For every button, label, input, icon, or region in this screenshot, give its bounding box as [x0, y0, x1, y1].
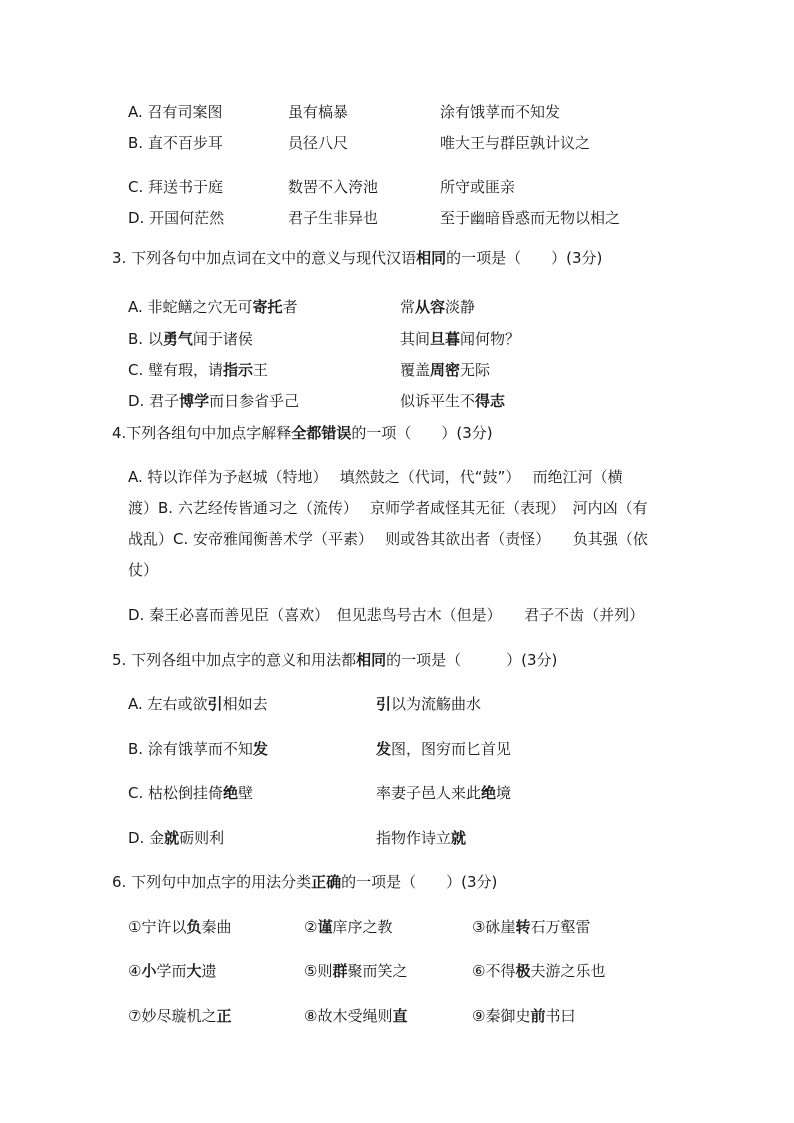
option-text: 涂有饿莩而不知发 [440, 103, 561, 121]
stem-text: 的一项是（ ）(3分) [386, 651, 558, 669]
option-left: B. 以勇气闻于诸侯 [128, 330, 253, 348]
q5-stem [112, 648, 557, 672]
q5-option-d [0, 826, 794, 850]
option-right: 覆盖周密无际 [400, 361, 491, 379]
q2-option-b [0, 131, 794, 155]
stem-text: 3. 下列各句中加点词在文中的意义与现代汉语 [112, 249, 417, 267]
option-left: D. 金就砺则利 [128, 829, 225, 847]
option-left: D. 君子博学而日参省乎己 [128, 392, 300, 410]
option-right: 其间旦暮闻何物？ [400, 330, 521, 348]
list-item: ⑧故木受绳则直 [304, 1007, 408, 1025]
option-right: 率妻子邑人来此绝境 [376, 784, 512, 802]
stem-text: 的一项是（ ）(3分) [446, 249, 603, 267]
option-left: C. 枯松倒挂倚绝壁 [128, 784, 254, 802]
stem-emphasis: 正确 [311, 873, 342, 891]
q5-option-b [0, 737, 794, 761]
list-item: ⑥不得极夫游之乐也 [472, 962, 606, 980]
option-text: 虽有槁暴 [288, 103, 349, 121]
option-left: C. 璧有瑕，请指示王 [128, 361, 269, 379]
list-item: ⑨秦御史前书曰 [472, 1007, 576, 1025]
option-left: A. 非蛇鳝之穴无可寄托者 [128, 298, 298, 316]
q4-options-line-4: 仗） [128, 561, 159, 579]
q3-option-d [0, 389, 794, 413]
option-right: 常从容淡静 [400, 298, 476, 316]
option-left: A. 左右或欲引相如去 [128, 695, 268, 713]
list-item: ⑤则群聚而笑之 [304, 962, 408, 980]
list-item: ②谨庠序之教 [304, 918, 393, 936]
stem-text: 6. 下列句中加点字的用法分类 [112, 873, 312, 891]
option-text: 所守或匪亲 [440, 178, 516, 196]
stem-emphasis: 相同 [416, 249, 447, 267]
option-text: C. 拜送书于庭 [128, 178, 224, 196]
q3-option-c [0, 358, 794, 382]
q4-options-line-2: 渡）B. 六艺经传皆通习之（流传） 京师学者咸怪其无征（表现） 河内凶（有 [128, 499, 648, 517]
q5-option-a [0, 692, 794, 716]
q4-options-line-1: A. 特以诈佯为予赵城（特地） 填然鼓之（代词，代“鼓”） 而绝江河（横 [128, 468, 623, 486]
q2-option-c [0, 175, 794, 199]
stem-text: 5. 下列各组中加点字的意义和用法都 [112, 651, 357, 669]
stem-text: 的一项（ ）(3分) [351, 424, 493, 442]
option-right: 似诉平生不得志 [400, 392, 506, 410]
list-item: ⑦妙尽璇机之正 [128, 1007, 232, 1025]
q6-items-row-2 [0, 959, 794, 983]
stem-emphasis: 相同 [356, 651, 387, 669]
q2-option-a [0, 100, 794, 124]
option-right: 指物作诗立就 [376, 829, 467, 847]
stem-text: 的一项是（ ）(3分) [341, 873, 498, 891]
stem-emphasis: 全都错误 [291, 424, 352, 442]
q3-option-b [0, 327, 794, 351]
option-right: 引以为流觞曲水 [376, 695, 482, 713]
option-text: 唯大王与群臣孰计议之 [440, 134, 591, 152]
list-item: ③砯崖转石万壑雷 [472, 918, 591, 936]
q3-stem [112, 246, 602, 270]
q4-options-line-3: 战乱）C. 安帝雅闻衡善术学（平素） 则或咎其欲出者（责怪） 负其强（依 [128, 530, 648, 548]
stem-text: 4.下列各组句中加点字解释 [112, 424, 292, 442]
option-text: 君子生非异也 [288, 209, 379, 227]
q6-items-row-1 [0, 915, 794, 939]
q4-option-d: D. 秦王必喜而善见臣（喜欢） 但见悲鸟号古木（但是） 君子不齿（并列） [128, 606, 645, 624]
q6-items-row-3 [0, 1004, 794, 1028]
q6-stem [112, 870, 497, 894]
option-left: B. 涂有饿莩而不知发 [128, 740, 268, 758]
option-text: 至于幽暗昏惑而无物以相之 [440, 209, 621, 227]
q5-option-c [0, 781, 794, 805]
option-text: B. 直不百步耳 [128, 134, 223, 152]
option-text: A. 召有司案图 [128, 103, 223, 121]
q3-option-a [0, 295, 794, 319]
option-text: 数罟不入洿池 [288, 178, 379, 196]
q4-stem [112, 421, 493, 445]
option-text: D. 开国何茫然 [128, 209, 225, 227]
list-item: ①宁许以负秦曲 [128, 918, 232, 936]
option-right: 发图，图穷而匕首见 [376, 740, 512, 758]
q2-option-d [0, 206, 794, 230]
list-item: ④小学而大遗 [128, 962, 217, 980]
option-text: 员径八尺 [288, 134, 349, 152]
